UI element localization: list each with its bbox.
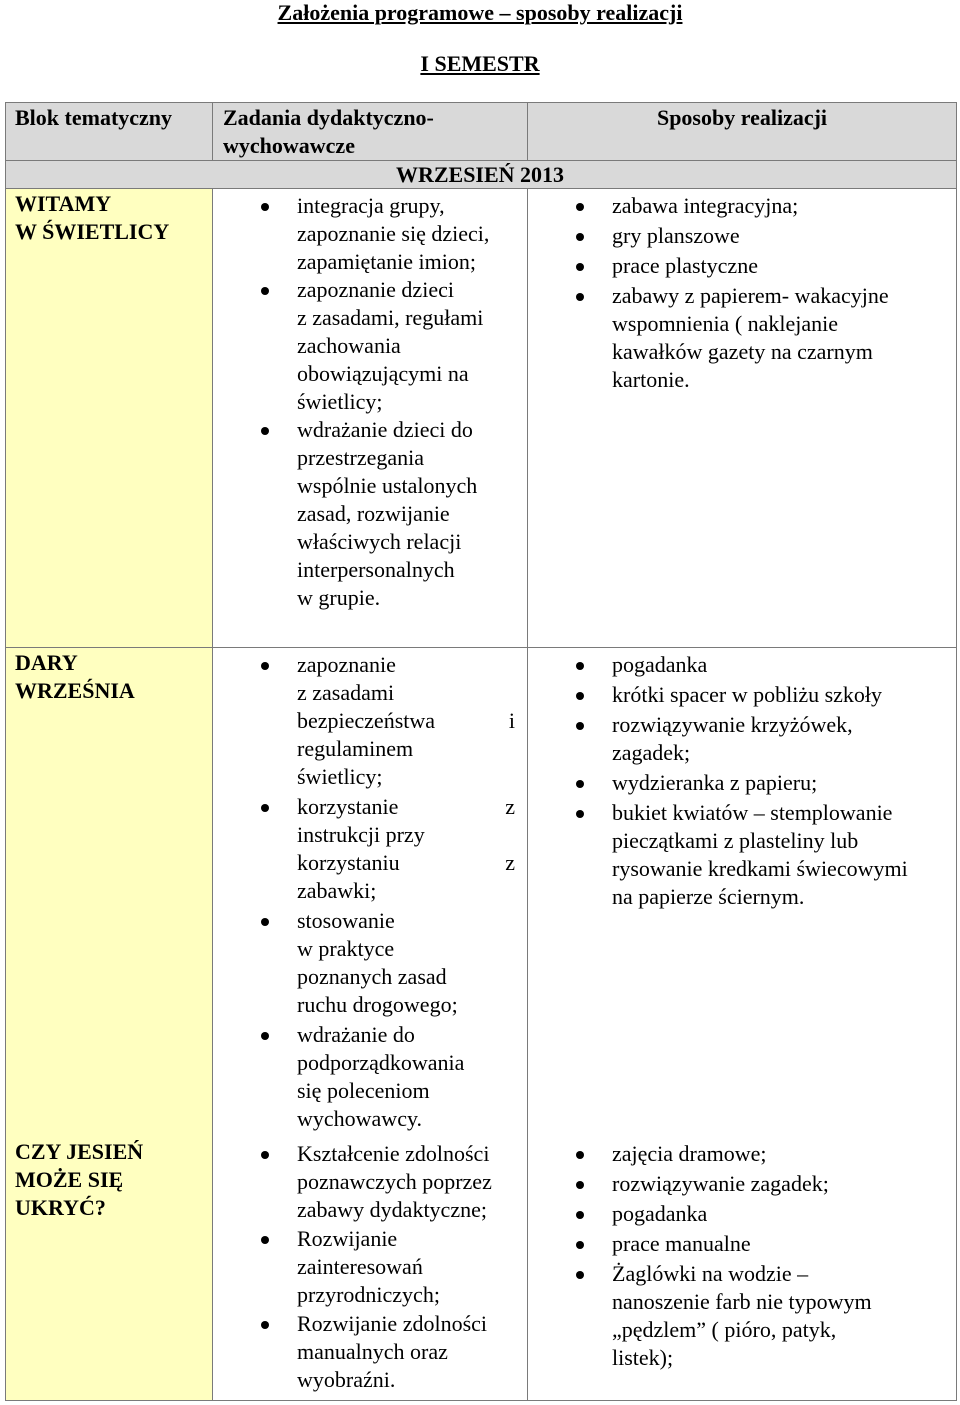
list-item: zapoznanie dzieci z zasadami, regułami zachowania obowiązującymi na świetlicy; (297, 276, 515, 416)
methods-list-row-2 (612, 651, 947, 911)
list-item: wydzieranka z papieru; (612, 769, 947, 797)
bullet-icon (261, 918, 269, 926)
topic-line: CZY JESIEŃ (15, 1139, 144, 1164)
bullet-icon (576, 1271, 584, 1279)
bullet-icon (576, 233, 584, 241)
list-item: zajęcia dramowe; (612, 1140, 947, 1168)
list-item: gry planszowe (612, 222, 947, 250)
bullet-icon (261, 1151, 269, 1159)
list-item: zapoznanie z zasadami bezpieczeństwa i regulaminem świetlicy; (297, 651, 515, 791)
bullet-icon (576, 722, 584, 730)
list-item: wdrażanie dzieci do przestrzegania wspólnie ustalonych zasad, rozwijanie właściwych relacji interpersonalnych w grupie. (297, 416, 515, 612)
semester-heading: I SEMESTR (420, 51, 540, 76)
list-item: prace manualne (612, 1230, 947, 1258)
list-item: Rozwijanie zainteresowań przyrodniczych; (297, 1225, 522, 1309)
bullet-icon (576, 662, 584, 670)
bullet-icon (261, 203, 269, 211)
list-item: pogadanka (612, 1200, 947, 1228)
topic-row-2 (15, 649, 210, 705)
bullet-icon (576, 1241, 584, 1249)
bullet-icon (261, 1236, 269, 1244)
table-border-bottom (5, 1400, 957, 1401)
list-item: rozwiązywanie zagadek; (612, 1170, 947, 1198)
list-item: stosowanie w praktyce poznanych zasad ruchu drogowego; (297, 907, 515, 1019)
bullet-icon (576, 810, 584, 818)
bullet-icon (576, 293, 584, 301)
list-item: bukiet kwiatów – stemplowanie pieczątkami z plasteliny lub rysowanie kredkami świecowymi na papierze ściernym. (612, 799, 947, 911)
list-item: Kształcenie zdolności poznawczych poprzez zabawy dydaktyczne; (297, 1140, 522, 1224)
document-title: Założenia programowe – sposoby realizacji (277, 0, 683, 25)
list-item: zabawa integracyjna; (612, 192, 947, 220)
topic-line: WITAMY (15, 191, 112, 216)
topic-line: WRZEŚNIA (15, 678, 135, 703)
list-item: wdrażanie do podporządkowania się poleceniom wychowawcy. (297, 1021, 515, 1133)
list-item: Żaglówki na wodzie – nanoszenie farb nie typowym „pędzlem” ( pióro, patyk, listek); (612, 1260, 947, 1372)
bullet-icon (576, 692, 584, 700)
column-divider-2b (527, 188, 528, 1401)
list-item: Rozwijanie zdolności manualnych oraz wyobraźni. (297, 1310, 522, 1394)
table-border-left (5, 102, 6, 1401)
topic-line: W ŚWIETLICY (15, 219, 170, 244)
tasks-list-row-3 (297, 1140, 522, 1394)
tasks-list-row-1 (297, 192, 515, 612)
column-divider-1 (212, 102, 213, 161)
bullet-icon (576, 780, 584, 788)
methods-list-row-1 (612, 192, 947, 394)
bullet-icon (576, 263, 584, 271)
list-item: pogadanka (612, 651, 947, 679)
month-label: WRZESIEŃ 2013 (395, 162, 565, 187)
bullet-icon (576, 1181, 584, 1189)
header-topic-block: Blok tematyczny (15, 105, 173, 130)
bullet-icon (261, 1032, 269, 1040)
header-methods: Sposoby realizacji (656, 105, 828, 130)
tasks-list-row-2 (297, 651, 515, 1133)
bullet-icon (576, 1151, 584, 1159)
bullet-icon (261, 287, 269, 295)
methods-list-row-3 (612, 1140, 947, 1372)
list-item: zabawy z papierem- wakacyjne wspomnienia ( naklejanie kawałków gazety na czarnym kartonie. (612, 282, 947, 394)
row-divider (5, 647, 957, 648)
topic-row-3 (15, 1138, 210, 1222)
topic-row-1 (15, 190, 210, 246)
bullet-icon (261, 662, 269, 670)
bullet-icon (261, 1321, 269, 1329)
bullet-icon (261, 804, 269, 812)
bullet-icon (261, 427, 269, 435)
header-tasks-line2: wychowawcze (223, 133, 355, 158)
header-tasks-line1: Zadania dydaktyczno- (223, 105, 434, 130)
column-divider-1b (212, 188, 213, 1401)
topic-line: DARY (15, 650, 78, 675)
table-border-right (956, 102, 957, 1401)
list-item: krótki spacer w pobliżu szkoły (612, 681, 947, 709)
bullet-icon (576, 1211, 584, 1219)
list-item: integracja grupy, zapoznanie się dzieci, zapamiętanie imion; (297, 192, 515, 276)
list-item: rozwiązywanie krzyżówek, zagadek; (612, 711, 947, 767)
topic-line: UKRYĆ? (15, 1195, 106, 1220)
list-item: korzystanie z instrukcji przy korzystaniu z zabawki; (297, 793, 515, 905)
topic-line: MOŻE SIĘ (15, 1167, 124, 1192)
bullet-icon (576, 203, 584, 211)
list-item: prace plastyczne (612, 252, 947, 280)
table-border-top (5, 102, 957, 103)
